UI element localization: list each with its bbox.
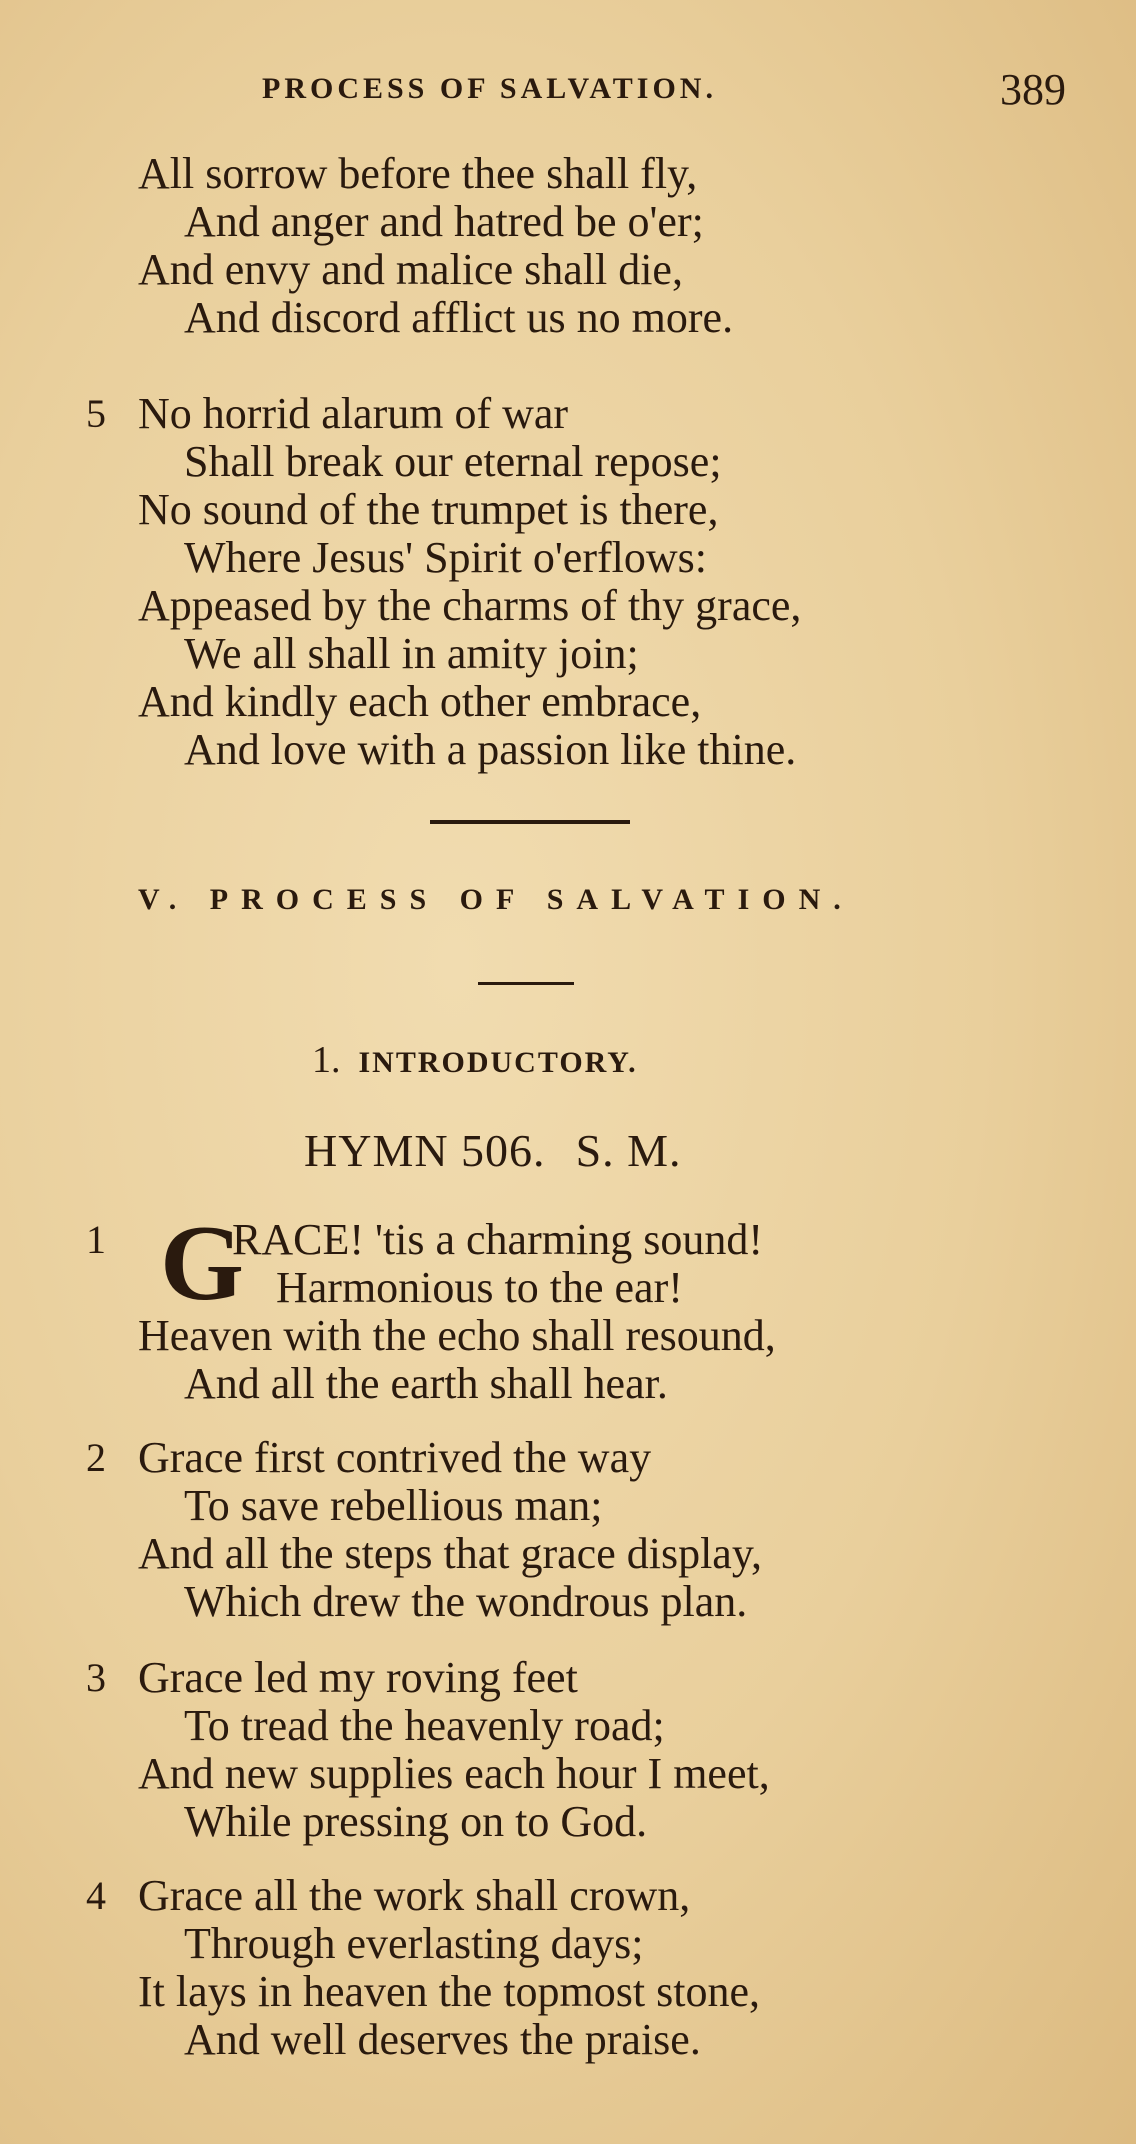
verse-line: Where Jesus' Spirit o'erflows: <box>184 533 707 582</box>
verse-line: No horrid alarum of war <box>138 389 569 438</box>
verse-number: 4 <box>86 1873 106 1918</box>
hymn-title <box>304 1124 682 1177</box>
verse-line: Shall break our eternal repose; <box>184 437 722 486</box>
verse-line: And all the steps that grace display, <box>138 1529 762 1578</box>
divider-rule <box>430 820 630 824</box>
verse-line: It lays in heaven the topmost stone, <box>138 1967 760 2016</box>
verse-line: Appeased by the charms of thy grace, <box>138 581 802 630</box>
drop-cap: G <box>160 1204 245 1323</box>
verse-line: And all the earth shall hear. <box>184 1359 668 1408</box>
page-number: 389 <box>1000 65 1066 114</box>
hymn-meter: S. M. <box>575 1125 682 1176</box>
section-heading: V. PROCESS OF SALVATION. <box>138 883 854 916</box>
verse-number: 1 <box>86 1217 106 1262</box>
verse-number: 5 <box>86 391 106 436</box>
verse-line: And well deserves the praise. <box>184 2015 701 2064</box>
verse-number: 3 <box>86 1655 106 1700</box>
running-header <box>0 64 1136 114</box>
verse-line: Grace all the work shall crown, <box>138 1871 691 1920</box>
verse-line: Through everlasting days; <box>184 1919 644 1968</box>
verse-line: And discord afflict us no more. <box>184 293 734 342</box>
verse-line: And envy and malice shall die, <box>138 245 683 294</box>
verse-line: All sorrow before thee shall fly, <box>138 149 698 198</box>
subsection-heading <box>312 1038 638 1082</box>
verse-number: 2 <box>86 1435 106 1480</box>
verse-line: We all shall in amity join; <box>184 629 639 678</box>
verse-line: Heaven with the echo shall resound, <box>138 1311 776 1360</box>
verse-line: And love with a passion like thine. <box>184 725 797 774</box>
verse-line: While pressing on to God. <box>184 1797 648 1846</box>
verse-line: Harmonious to the ear! <box>276 1263 683 1312</box>
hymn-number: HYMN 506. <box>304 1125 546 1176</box>
subsection-number: 1. <box>312 1039 341 1081</box>
verse-line: RACE! 'tis a charming sound! <box>232 1215 763 1264</box>
verse-line: Grace led my roving feet <box>138 1653 578 1702</box>
verse-line: No sound of the trumpet is there, <box>138 485 719 534</box>
verse-line: And kindly each other embrace, <box>138 677 702 726</box>
verse-line: To save rebellious man; <box>184 1481 603 1530</box>
verse-line: And anger and hatred be o'er; <box>184 197 704 246</box>
verse-line: Grace first contrived the way <box>138 1433 652 1482</box>
subsection-title: INTRODUCTORY. <box>358 1046 638 1079</box>
running-title: PROCESS OF SALVATION. <box>262 72 717 105</box>
verse-line: And new supplies each hour I meet, <box>138 1749 770 1798</box>
divider-rule <box>478 982 574 985</box>
verse-line: To tread the heavenly road; <box>184 1701 665 1750</box>
verse-line: Which drew the wondrous plan. <box>184 1577 748 1626</box>
